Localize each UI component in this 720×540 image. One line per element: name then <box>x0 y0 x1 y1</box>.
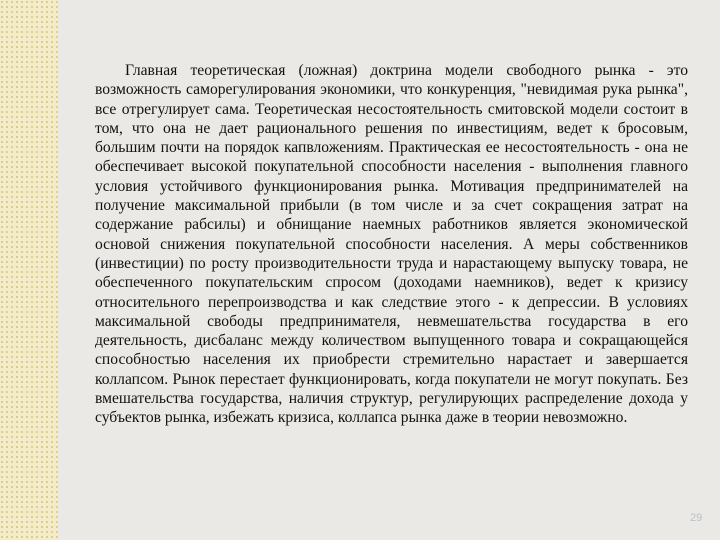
decorative-side-pattern <box>0 0 58 540</box>
page-number: 29 <box>690 512 703 524</box>
body-paragraph: Главная теоретическая (ложная) доктрина модели свободного рынка - это возможность саморегулирования экономики, что конкуренция, "невидимая рука рынка", все отрегулирует сама. Теоретическая несостоятельность смитовской модели состоит в том, что она не дает рационального решения по инвестициям, ведет к бросовым, большим почти на порядок капвложениям. Практическая ее несостоятельность - она не обеспечивает высокой покупательной способности населения - выполнения главного условия устойчивого функционирования рынка. Мотивация предпринимателей на получение максимальной прибыли (в том числе и за счет сокращения затрат на содержание рабсилы) и обнищание наемных работников является экономической основой снижения покупательной способности населения. А меры собственников (инвестиции) по росту производительности труда и нарастающему выпуску товара, не обеспеченного покупательским спросом (доходами наемников), ведет к кризису относительного перепроизводства и как следствие этого - к депрессии. В условиях максимальной свободы предпринимателя, невмешательства государства в его деятельность, дисбаланс между количеством выпущенного товара и сокращающейся способностью населения их приобрести стремительно нарастает и завершается коллапсом. Рынок перестает функционировать, когда покупатели не могут покупать. Без вмешательства государства, наличия структур, регулирующих распределение дохода у субъектов рынка, избежать кризиса, коллапса рынка даже в теории невозможно. <box>95 62 688 427</box>
